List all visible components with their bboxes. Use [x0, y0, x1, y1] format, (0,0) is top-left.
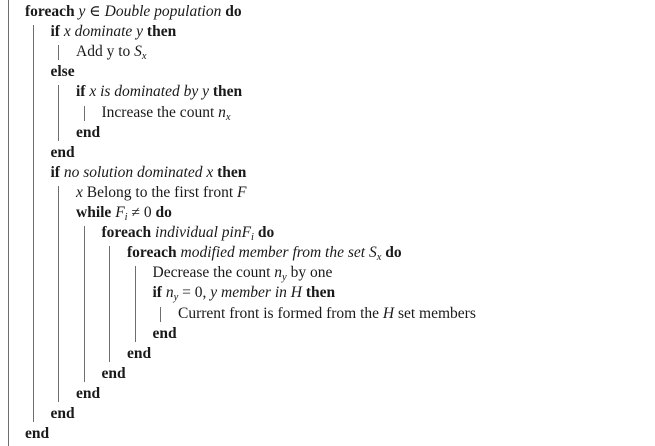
- keyword: end: [152, 324, 177, 342]
- algorithm-line: [153, 324, 177, 344]
- subscript: x: [141, 51, 147, 63]
- subscript: x: [225, 111, 231, 123]
- algorithm-line: [127, 344, 151, 364]
- algorithm-line: [25, 424, 49, 444]
- block-indent-bar: [160, 307, 161, 322]
- keyword: end: [76, 123, 101, 141]
- keyword: foreach: [25, 3, 75, 20]
- statement-text: x is dominated by y: [85, 83, 213, 101]
- block-indent-bar: [33, 25, 34, 422]
- keyword: do: [221, 3, 242, 20]
- statement-text: Add y to: [76, 43, 135, 61]
- keyword: end: [76, 384, 101, 402]
- keyword: then: [217, 163, 247, 181]
- statement-text: by one: [286, 264, 333, 282]
- subscript: y: [173, 292, 179, 304]
- subscript: x: [376, 252, 382, 264]
- statement-text: H: [382, 304, 395, 322]
- statement-text: = 0,: [178, 284, 211, 302]
- algorithm-line: [127, 243, 402, 263]
- statement-text: individual pinF: [151, 224, 252, 242]
- keyword: foreach: [127, 244, 177, 262]
- statement-text: y ∈: [74, 3, 105, 20]
- keyword: then: [305, 284, 336, 302]
- algorithm-line: [76, 123, 100, 143]
- keyword: else: [50, 63, 75, 81]
- algorithm-line: [102, 223, 275, 243]
- algorithm-line: [76, 203, 172, 223]
- keyword: foreach: [101, 224, 152, 242]
- statement-text: Belong to the first front: [82, 183, 238, 201]
- statement-text: x dominate y: [59, 23, 147, 41]
- statement-text: modified member from the set S: [176, 244, 377, 262]
- keyword: end: [50, 143, 75, 161]
- block-indent-bar: [58, 85, 59, 140]
- algorithm-line: [51, 163, 247, 183]
- statement-text: Increase the count: [101, 103, 219, 121]
- algorithm-line: [51, 62, 75, 82]
- block-indent-bar: [84, 226, 85, 382]
- keyword: then: [212, 83, 243, 101]
- block-indent-bar: [8, 0, 9, 446]
- statement-text: Current front is formed from the: [178, 304, 383, 322]
- block-indent-bar: [58, 45, 59, 60]
- keyword: end: [25, 425, 50, 443]
- statement-text: set members: [394, 304, 476, 322]
- statement-text: Decrease the count: [152, 264, 275, 282]
- algorithm-line: [76, 82, 242, 102]
- algorithm-line: [102, 364, 126, 384]
- block-indent-bar: [58, 186, 59, 402]
- statement-text: no solution dominated x: [59, 163, 218, 181]
- keyword: if: [50, 163, 60, 181]
- subscript: i: [251, 232, 254, 244]
- algorithm-line: [102, 103, 231, 123]
- algorithm-line: [153, 263, 333, 283]
- keyword: do: [381, 244, 402, 262]
- statement-text: n: [274, 264, 283, 282]
- keyword: while: [76, 204, 112, 221]
- subscript: i: [124, 212, 128, 223]
- statement-text: y member in H: [210, 284, 306, 302]
- statement-text: S: [134, 43, 142, 61]
- algorithm-line: [76, 384, 100, 404]
- keyword: then: [146, 23, 177, 41]
- statement-text: F: [237, 183, 247, 201]
- statement-text: Double population: [104, 3, 222, 20]
- algorithm-line: [25, 2, 242, 22]
- statement-text: n: [218, 103, 226, 121]
- keyword: do: [155, 204, 172, 221]
- keyword: do: [253, 224, 275, 242]
- keyword: if: [76, 83, 86, 101]
- block-indent-bar: [84, 106, 85, 121]
- keyword: end: [101, 364, 126, 382]
- block-indent-bar: [109, 246, 110, 362]
- keyword: end: [50, 405, 75, 422]
- keyword: end: [127, 344, 152, 362]
- subscript: y: [282, 272, 287, 284]
- statement-text: ≠ 0: [127, 204, 156, 221]
- algorithm-line: [153, 283, 336, 303]
- block-indent-bar: [135, 266, 136, 341]
- statement-text: F: [111, 204, 125, 221]
- keyword: if: [50, 23, 60, 41]
- keyword: if: [152, 284, 162, 302]
- algorithm-line: [178, 304, 476, 324]
- statement-text: n: [161, 284, 174, 302]
- statement-text: x: [76, 183, 83, 201]
- algorithm-line: [51, 22, 177, 42]
- algorithm-line: [51, 404, 75, 424]
- algorithm-line: [51, 143, 75, 163]
- algorithm-line: [76, 183, 246, 203]
- algorithm-line: [76, 42, 147, 62]
